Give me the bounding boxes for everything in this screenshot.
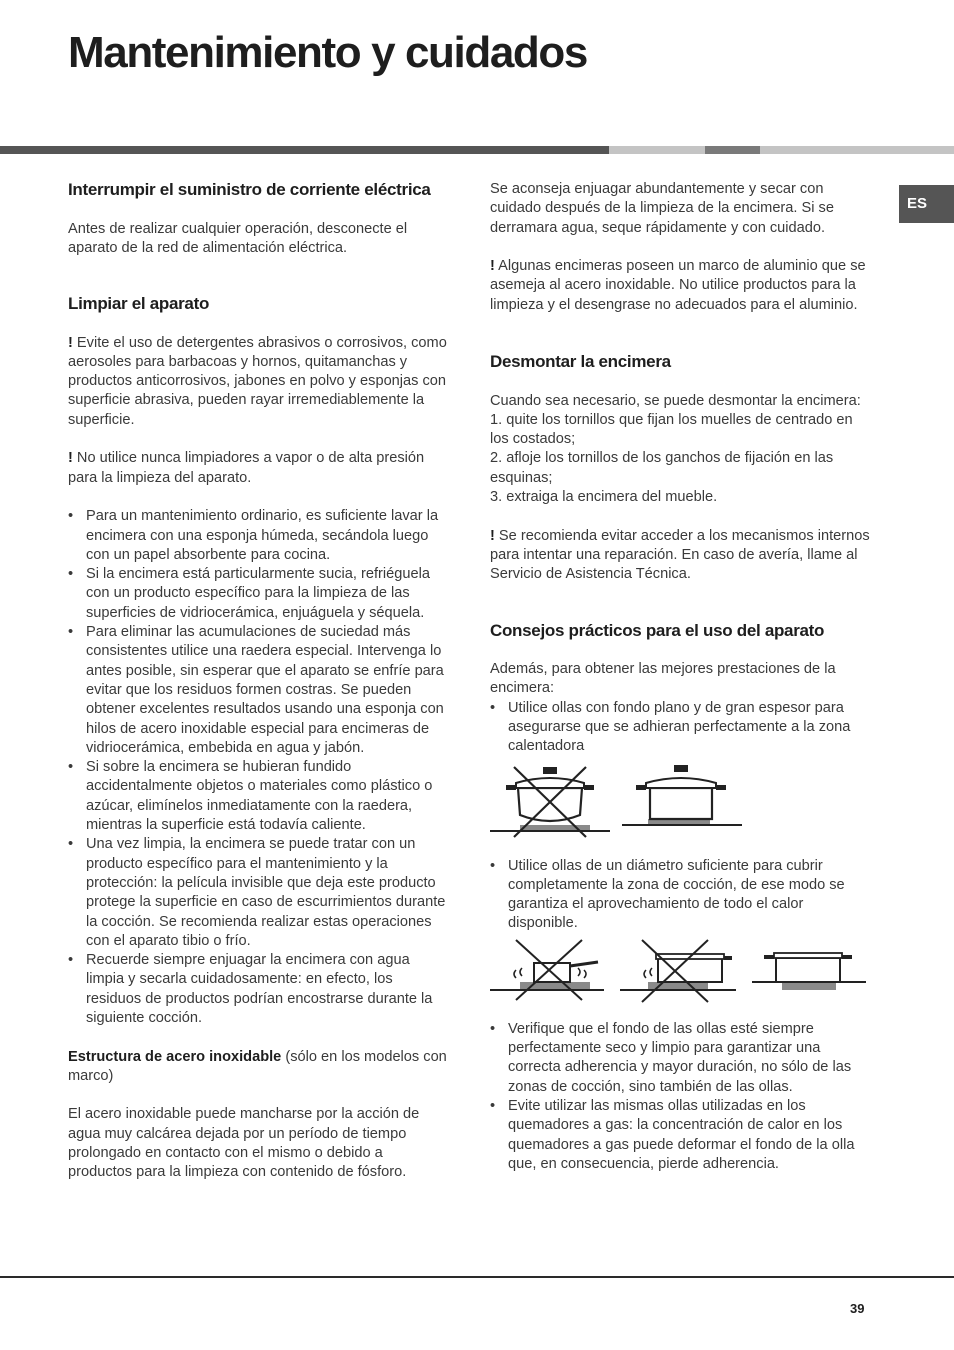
header-bar-light [609, 146, 705, 154]
warning-aluminium [490, 257, 870, 315]
left-column [68, 180, 448, 1183]
small-pot-crossed-icon [490, 940, 604, 1000]
list-item: • Verifique que el fondo de las ollas esté siempre perfectamente seco y limpio para garantizar una correcta adherencia y mayor duración, no sólo de las zonas de cocción, sino también de las ollas. [490, 1020, 870, 1097]
warped-pot-crossed-icon [490, 767, 610, 837]
list-item: • Utilice ollas de un diámetro suficiente para cubrir completamente la zona de cocción, de ese modo se garantiza el aprovechamiento de todo el calor disponible. [490, 857, 870, 934]
power-paragraph: Antes de realizar cualquier operación, desconecte el aparato de la red de alimentación eléctrica. [68, 220, 408, 256]
rinse-paragraph: Se aconseja enjuagar abundantemente y secar con cuidado después de la limpieza de la encimera. Si se derramara agua, seque rápidamente y con cuidado. [490, 181, 834, 236]
flat-pot-icon [622, 765, 742, 825]
steel-subheading-rest: (sólo en los modelos con marco) [68, 1048, 447, 1084]
tips-list-3 [490, 1020, 870, 1174]
warning-mark: ! [490, 258, 495, 275]
steel-paragraph: El acero inoxidable puede mancharse por la acción de agua muy calcárea dejada por un período de tiempo prolongado en contacto con el mismo o debido a productos para la limpieza con contenido de fósforo. [68, 1106, 420, 1181]
remove-step: 3. extraiga la encimera del mueble. [490, 489, 718, 506]
list-item: • Evite utilizar las mismas ollas utilizadas en los quemadores a gas: la concentración de calor en los quemadores a gas puede deformar el fondo de la olla que, en consecuencia, pierde adherencia. [490, 1097, 870, 1174]
correct-size-pot-icon [752, 953, 866, 990]
tips-intro: Además, para obtener las mejores prestaciones de la encimera: [490, 661, 836, 697]
page-number: 39 [850, 1301, 865, 1316]
list-item: • Una vez limpia, la encimera se puede tratar con un producto específico para el mantenimiento y la protección: la película invisible que deja este producto protege la superficie en caso de escurrimientos durante la cocción. Se recomienda realizar estas operaciones con el aparato tibio o frío. [68, 835, 448, 951]
steel-subheading-bold: Estructura de acero inoxidable [68, 1048, 282, 1065]
header-bar-mid [705, 146, 760, 154]
warning-steam [68, 449, 448, 488]
tips-list-2 [490, 857, 870, 934]
warning-steam-text: No utilice nunca limpiadores a vapor o de alta presión para la limpieza del aparato. [68, 450, 425, 486]
steel-subheading [68, 1048, 448, 1087]
warning-mark: ! [68, 334, 73, 351]
warning-abrasives [68, 334, 448, 430]
list-item: • Si sobre la encimera se hubieran fundido accidentalmente objetos o materiales como plástico o azúcar, elimínelos inmediatamente con la raedera, mientras la superficie está todavía caliente. [68, 758, 448, 835]
warning-repair-text: Se recomienda evitar acceder a los mecanismos internos para intentar una reparación. En caso de avería, llame al Servicio de Asistencia Técnica. [490, 527, 870, 583]
warning-aluminium-text: Algunas encimeras poseen un marco de aluminio que se asemeja al acero inoxidable. No utilice productos para la limpieza y el desengrase no adecuados para el aluminio. [490, 258, 866, 313]
tips-list-1 [490, 699, 870, 757]
footer-rule [0, 1276, 954, 1278]
list-item: • Para un mantenimiento ordinario, es suficiente lavar la encimera con una esponja húmeda, secándola luego con un papel absorbente para cocina. [68, 507, 448, 565]
section-heading-remove: Desmontar la encimera [490, 352, 671, 372]
list-item: • Recuerde siempre enjuagar la encimera con agua limpia y secarla cuidadosamente: en efecto, los residuos de productos podrían encostrarse durante la siguiente cocción. [68, 951, 448, 1028]
section-heading-power: Interrumpir el suministro de corriente eléctrica [68, 180, 431, 199]
medium-pot-crossed-icon [620, 940, 736, 1002]
warning-mark: ! [490, 527, 495, 544]
remove-step: 1. quite los tornillos que fijan los muelles de centrado en los costados; [490, 411, 853, 448]
page-title: Mantenimiento y cuidados [68, 28, 587, 77]
header-bar-light-end [760, 146, 954, 154]
list-item: • Utilice ollas con fondo plano y de gran espesor para asegurarse que se adhieran perfectamente a la zona calentadora [490, 699, 870, 757]
language-tab: ES [899, 185, 954, 223]
remove-steps [490, 392, 870, 508]
warning-abrasives-text: Evite el uso de detergentes abrasivos o corrosivos, como aerosoles para barbacoas y hornos, quitamanchas y productos anticorrosivos, jabones en polvo y esponjas con superficie abrasiva, pueden rayar irremediablemente la superficie. [68, 334, 447, 428]
pot-diameter-illustration [490, 938, 870, 1008]
warning-repair [490, 527, 870, 585]
header-bar-dark [0, 146, 609, 154]
section-heading-cleaning: Limpiar el aparato [68, 294, 210, 314]
remove-step: 2. afloje los tornillos de los ganchos de fijación en las esquinas; [490, 450, 834, 486]
list-item: • Para eliminar las acumulaciones de suciedad más consistentes utilice una raedera especial. Intervenga lo antes posible, sin esperar que el aparato se enfríe para evitar que los residuos formen costras. Se pueden obtener excelentes resultados usando una esponja con hilos de acero inoxidable especial para encimeras de vidriocerámica, embebida en agua y jabón. [68, 623, 448, 758]
flat-bottom-pots-illustration [490, 763, 750, 843]
list-item: • Si la encimera está particularmente sucia, refriéguela con un producto específico para la limpieza de las superficies de vidriocerámica, enjuáguela y séquela. [68, 565, 448, 623]
warning-mark: ! [68, 450, 73, 467]
remove-step: Cuando sea necesario, se puede desmontar la encimera: [490, 392, 861, 409]
cleaning-list [68, 507, 448, 1028]
right-column [490, 180, 870, 1174]
section-heading-tips: Consejos prácticos para el uso del aparato [490, 620, 825, 640]
